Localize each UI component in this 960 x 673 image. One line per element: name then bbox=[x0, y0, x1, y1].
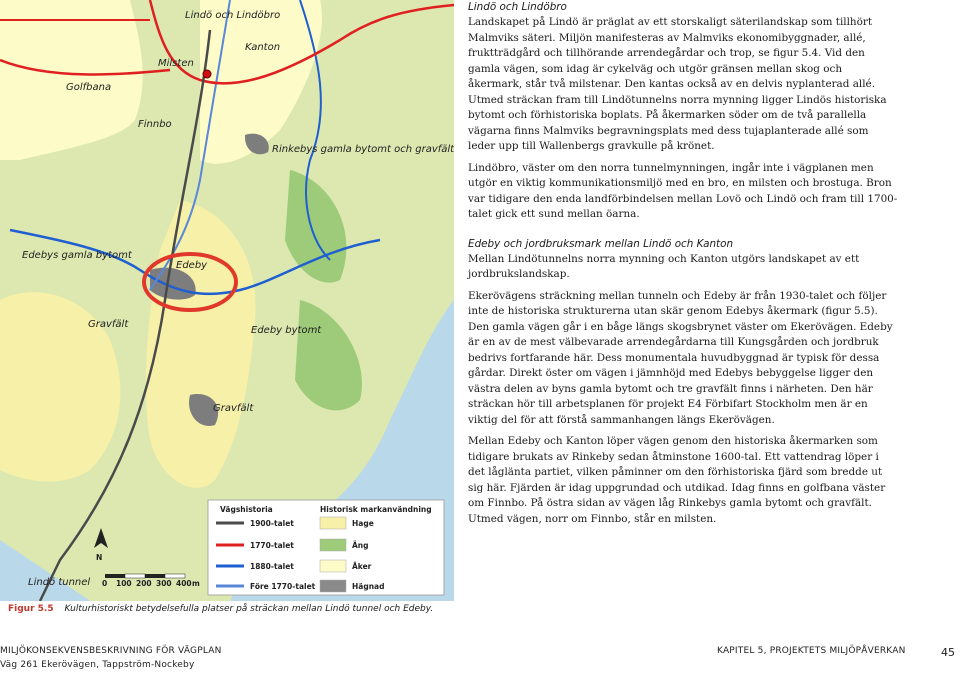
section-edeby bbox=[468, 237, 898, 528]
map-label-gravfalt-1: Gravfält bbox=[88, 319, 129, 330]
legend-title-roads: Vägshistoria bbox=[220, 505, 273, 514]
scale-bar-light-1 bbox=[125, 574, 145, 578]
paragraph: Landskapet på Lindö är präglat av ett storskaligt säterilandskap som tillhört Malmviks säteri. Miljön manifesteras av Malmviks ekonomibyggnader, allé, fruktträdgård och tillhörande arrendegårdar och trop, se figur 5.4. Vid den gamla vägen, som idag är cykelväg och utgör gränsen mellan skog och åkermark, står två milstenar. Den kantas också av en delvis nyplanterad allé. Utmed sträckan fram till Lindötunnelns norra mynning ligger Lindös historiska bytomt och förhistoriska boplats. På åkermarken söder om de två parallella vägarna finns Malmviks begravningsplats med dess tujaplanterade allé som leder upp till Wallenbergs gravkulle på krönet. bbox=[468, 16, 887, 152]
paragraph: Mellan Lindötunnelns norra mynning och Kanton utgörs landskapet av ett jordbrukslandskap. bbox=[468, 252, 860, 280]
legend-swatch-hagnad bbox=[320, 580, 346, 592]
legend-road-1770: 1770-talet bbox=[250, 541, 294, 550]
legend-landuse-ang: Äng bbox=[352, 541, 369, 550]
footer-chapter: KAPITEL 5, PROJEKTETS MILJÖPÅVERKAN bbox=[717, 646, 906, 656]
map-label-edeby: Edeby bbox=[176, 260, 208, 271]
section-heading: Edeby och jordbruksmark mellan Lindö och Kanton bbox=[468, 237, 734, 250]
milsten-marker bbox=[203, 70, 211, 78]
map-label-finnbo: Finnbo bbox=[138, 119, 172, 130]
scale-bar-light-2 bbox=[165, 574, 185, 578]
footer-document-title: MILJÖKONSEKVENSBESKRIVNING FÖR VÄGPLAN bbox=[0, 646, 222, 656]
map-label-edeby-bytomt: Edeby bytomt bbox=[251, 325, 322, 336]
map-label-kanton: Kanton bbox=[245, 42, 281, 53]
map-label-lindo: Lindö och Lindöbro bbox=[185, 10, 281, 21]
page-number: 45 bbox=[941, 646, 955, 659]
scale-tick-100: 100 bbox=[116, 579, 132, 588]
footer-project-name: Väg 261 Ekerövägen, Tappström-Nockeby bbox=[0, 660, 195, 670]
north-label: N bbox=[96, 553, 103, 562]
map-label-edebys-gamla: Edebys gamla bytomt bbox=[22, 250, 132, 261]
map-label-lindo-tunnel: Lindö tunnel bbox=[28, 577, 91, 588]
map-legend bbox=[208, 500, 444, 595]
map-figure bbox=[0, 0, 454, 601]
legend-landuse-hage: Hage bbox=[352, 519, 374, 528]
legend-swatch-aker bbox=[320, 560, 346, 572]
legend-road-pre-1770: Före 1770-talet bbox=[250, 582, 316, 591]
scale-tick-400: 400 bbox=[176, 579, 192, 588]
scale-unit: m bbox=[192, 579, 200, 588]
map-svg bbox=[0, 0, 454, 601]
scale-tick-300: 300 bbox=[156, 579, 172, 588]
body-text-column bbox=[468, 0, 898, 533]
footer-left bbox=[0, 646, 222, 670]
paragraph: Ekerövägens sträckning mellan tunneln och Edeby är från 1930-talet och följer inte de historiska strukturerna utan skär genom Edebys åkermark (figur 5.5). Den gamla vägen går i en båge längs skogsbrynet väster om Ekerövägen. Edeby är en av de mest välbevarade arrendegårdarna till Kungsgården och jordbruk bedrivs fortfarande här. Dess monumentala huvudbyggnad är typisk för dessa gårdar. Direkt öster om vägen i jämnhöjd med Edebys bebyggelse ligger den västra delen av byns gamla bytomt och tre gravfält finns i närheten. Den här sträckan hör till arbetsplanen för projekt E4 Förbifart Stockholm men är en viktig del för att förstå sammanhangen längs Ekerövägen. bbox=[468, 289, 893, 426]
legend-title-landuse: Historisk markanvändning bbox=[320, 505, 432, 514]
map-label-rinkeby: Rinkebys gamla bytomt och gravfält bbox=[272, 144, 454, 155]
legend-swatch-ang bbox=[320, 539, 346, 551]
legend-swatch-hage bbox=[320, 517, 346, 529]
legend-road-1900: 1900-talet bbox=[250, 519, 294, 528]
legend-landuse-aker: Åker bbox=[352, 562, 372, 571]
figure-caption bbox=[8, 604, 433, 614]
map-label-gravfalt-2: Gravfält bbox=[213, 403, 254, 414]
figure-number: Figur 5.5 bbox=[8, 604, 54, 614]
section-lindo bbox=[468, 0, 898, 223]
map-label-golfbana: Golfbana bbox=[66, 82, 112, 93]
section-heading: Lindö och Lindöbro bbox=[468, 1, 567, 13]
scale-tick-200: 200 bbox=[136, 579, 152, 588]
paragraph: Mellan Edeby och Kanton löper vägen genom den historiska åkermarken som tidigare brukats av Rinkeby sedan åtminstone 1600-tal. Ett vattendrag löper i det låglänta partiet, vilken påminner om den förhistoriska fjärd som bredde ut sig här. Fjärden är idag uppgrundad och utdikad. Idag finns en golfbana väster om Finnbo. På östra sidan av vägen låg Rinkebys gamla bytomt och gravfält. Utmed vägen, norr om Finnbo, står en milsten. bbox=[468, 435, 886, 525]
paragraph: Lindöbro, väster om den norra tunnelmynningen, ingår inte i vägplanen men utgör en viktig kommunikationsmiljö med en bro, en milsten och brostuga. Bron var tidigare den enda landförbindelsen mellan Lovö och Lindö och fram till 1700-talet gick ett sund mellan öarna. bbox=[468, 161, 898, 220]
scale-tick-0: 0 bbox=[102, 579, 108, 588]
legend-landuse-hagnad: Hägnad bbox=[352, 582, 385, 591]
map-label-milsten: Milsten bbox=[158, 58, 194, 69]
legend-road-1880: 1880-talet bbox=[250, 562, 294, 571]
figure-caption-text: Kulturhistoriskt betydelsefulla platser på sträckan mellan Lindö tunnel och Edeby. bbox=[64, 604, 434, 614]
